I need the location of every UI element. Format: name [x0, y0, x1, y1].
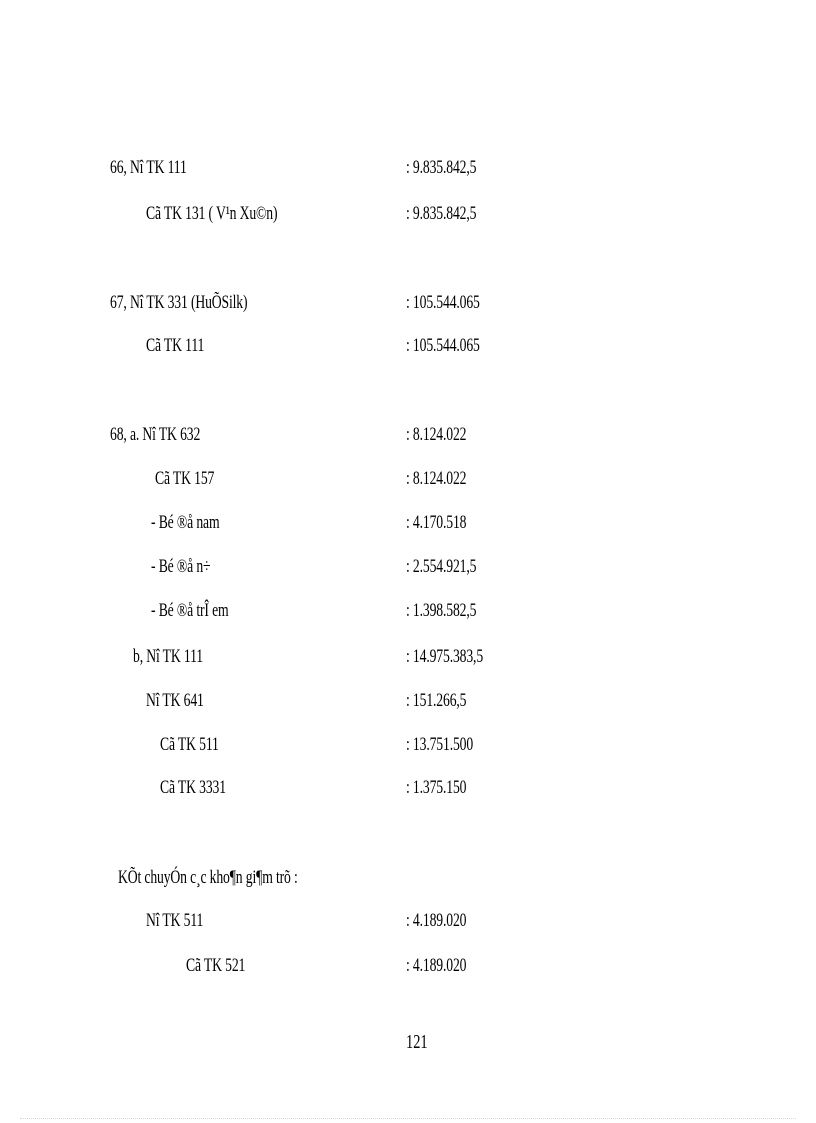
entry-68b-credit-value: : 13.751.500 — [406, 734, 474, 755]
page-number: 121 — [406, 1031, 428, 1053]
detail-value-children: : 1.398.582,5 — [406, 600, 477, 621]
entry-68a-credit-label: Cã TK 157 — [155, 468, 215, 489]
entry-68b-debit-2-value: : 151.266,5 — [406, 690, 467, 711]
closing-credit-value: : 4.189.020 — [406, 955, 467, 976]
entry-68b-debit-label: b, Nî TK 111 — [133, 646, 203, 667]
detail-value-men: : 4.170.518 — [406, 512, 467, 533]
entry-66-debit-value: : 9.835.842,5 — [406, 157, 477, 178]
detail-value-women: : 2.554.921,5 — [406, 556, 477, 577]
detail-line-children: - Bé ®å trÎ em — [151, 600, 229, 621]
entry-68b-debit-value: : 14.975.383,5 — [406, 646, 484, 667]
entry-67-credit-label: Cã TK 111 — [146, 335, 205, 356]
entry-67-credit-value: : 105.544.065 — [406, 335, 480, 356]
entry-68b-debit-2-label: Nî TK 641 — [146, 690, 204, 711]
detail-line-men: - Bé ®å nam — [151, 512, 220, 533]
closing-debit-label: Nî TK 511 — [146, 910, 204, 931]
entry-67-debit-label: 67, Nî TK 331 (HuÕSilk) — [110, 292, 248, 313]
entry-68b-credit-label: Cã TK 511 — [160, 734, 219, 755]
entry-68a-credit-value: : 8.124.022 — [406, 468, 467, 489]
entry-66-credit-label: Cã TK 131 ( V¹n Xu©n) — [146, 203, 278, 224]
entry-66-credit-value: : 9.835.842,5 — [406, 203, 477, 224]
entry-67-debit-value: : 105.544.065 — [406, 292, 480, 313]
section-heading: KÕt chuyÓn c¸c kho¶n gi¶m trõ : — [118, 867, 298, 888]
page-bottom-border — [20, 1118, 796, 1119]
closing-credit-label: Cã TK 521 — [186, 955, 246, 976]
entry-68a-debit-label: 68, a. Nî TK 632 — [110, 424, 201, 445]
entry-68b-credit-2-value: : 1.375.150 — [406, 777, 467, 798]
entry-68b-credit-2-label: Cã TK 3331 — [160, 777, 226, 798]
detail-line-women: - Bé ®å n÷ — [151, 556, 211, 577]
entry-66-debit-label: 66, Nî TK 111 — [110, 157, 187, 178]
closing-debit-value: : 4.189.020 — [406, 910, 467, 931]
entry-68a-debit-value: : 8.124.022 — [406, 424, 467, 445]
